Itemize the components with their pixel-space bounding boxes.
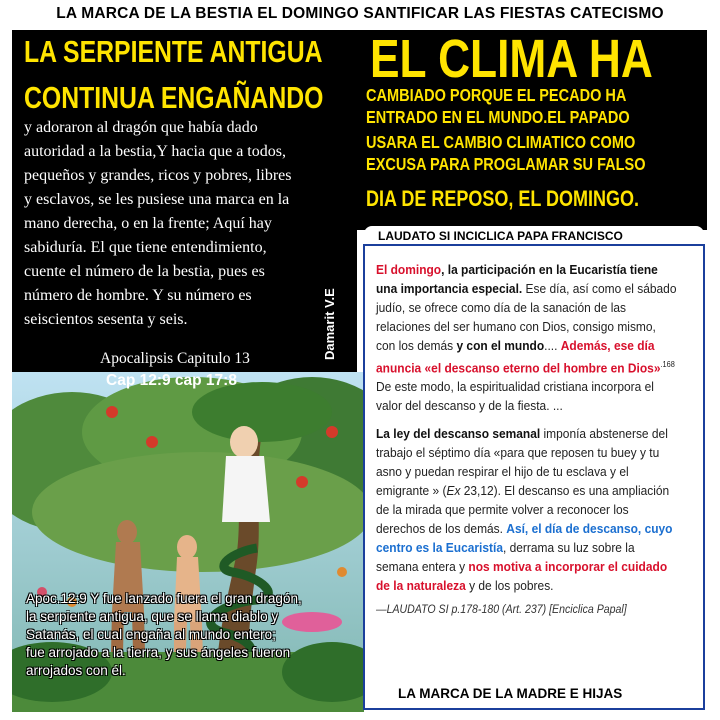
text-highlight: centro es la Eucaristía (376, 540, 503, 556)
text-span: La ley del descanso semanal (376, 426, 541, 442)
caption-line: fue arrojado a la tierra, y sus ángeles fueron (26, 645, 291, 660)
scripture-line: sabiduría. El que tiene entendimiento, (24, 239, 267, 256)
scripture-line: y adoraron al dragón que había dado (24, 119, 258, 136)
text-span: , la participación en la Eucaristía tiene (441, 262, 658, 277)
caption-line: Apoc.12:9 Y fue lanzado fuera el gran dragón, (26, 591, 302, 606)
scripture-line: mano derecha, o en la frente; Aquí hay (24, 215, 272, 232)
scripture-line: número de hombre. Y su número es (24, 287, 252, 304)
text-span: 23,12). El descanso es una ampliación (460, 483, 670, 499)
paragraph-sunday (376, 260, 680, 415)
text-highlight: Así, el día de descanso, cuyo (506, 521, 673, 537)
text-highlight: nos motiva a incorporar el cuidado (468, 559, 668, 575)
text-highlight: anuncia «el descanso eterno del hombre en Dios» (376, 360, 661, 376)
caption-line: arrojados con él. (26, 663, 126, 678)
encyclical-excerpt (376, 260, 706, 620)
text-line: trabajo el séptimo día «para que reposen tu buey y tu (376, 445, 660, 461)
text-span: Ese día, así como el sábado (522, 281, 677, 296)
text-line: relaciones del ser humano con Dios, consigo mismo, (376, 319, 656, 334)
text-span: imponía abstenerse del (540, 426, 668, 442)
footnote-marker: .168 (660, 360, 675, 369)
author-watermark: Damarit V.E (322, 288, 337, 360)
climate-line: USARA EL CAMBIO CLIMATICO COMO (366, 132, 636, 152)
text-span: y con el mundo (456, 338, 545, 353)
garden-caption (26, 590, 361, 680)
scripture-reference: Apocalipsis Capitulo 13 (100, 350, 250, 367)
climate-line: CAMBIADO PORQUE EL PECADO HA (366, 85, 627, 105)
text-span: semana entera y (376, 559, 469, 575)
text-span: .... (544, 338, 561, 353)
text-span: , derrama su luz sobre la (502, 540, 635, 556)
scripture-line: autoridad a la bestia,Y hacia que a todos, (24, 143, 286, 160)
climate-last-line: DIA DE REPOSO, EL DOMINGO. (366, 186, 640, 211)
climate-line: ENTRADO EN EL MUNDO.EL PAPADO (366, 107, 630, 127)
text-line: judío, se ofrece como día de la sanación de las (376, 300, 626, 315)
text-span: con los demás (376, 338, 457, 353)
text-span: y de los pobres. (465, 578, 554, 594)
text-line: valor del descanso y de la fiesta. ... (376, 398, 563, 414)
text-span: Ex (446, 483, 461, 499)
text-span: derechos de los demás. (376, 521, 507, 537)
encyclical-label-text: LAUDATO SI INCICLICA PAPA FRANCISCO (378, 229, 623, 243)
footer-caption: LA MARCA DE LA MADRE E HIJAS (398, 686, 623, 701)
climate-line: EXCUSA PARA PROGLAMAR SU FALSO (366, 154, 646, 174)
paragraph-rest-law (376, 424, 680, 620)
text-line: de la mirada que permite volver a reconocer los (376, 502, 629, 518)
caption-line: Satanás, el cual engaña al mundo entero; (26, 627, 276, 642)
citation: —LAUDATO SI p.178-180 (Art. 237) [Enciclica Papal] (376, 604, 627, 617)
scripture-text (24, 116, 354, 332)
serpent-title-line1: LA SERPIENTE ANTIGUA (24, 34, 323, 69)
scripture-line: y esclavos, se les pusiese una marca en la (24, 191, 290, 208)
text-span: una importancia especial. (376, 281, 523, 296)
scripture-line: seiscientos sesenta y seis. (24, 311, 188, 328)
text-line: De este modo, la espiritualidad cristiana incorpora el (376, 379, 654, 395)
text-highlight: El domingo (376, 262, 442, 277)
chapter-reference: Cap 12:9 cap 17:8 (106, 372, 237, 389)
text-line: asno y puedan respirar el hijo de tu esclava y el (376, 464, 629, 480)
serpent-title-line2: CONTINUA ENGAÑANDO (24, 80, 324, 115)
text-span: emigrante » ( (376, 483, 447, 499)
scripture-line: pequeños y grandes, ricos y pobres, libres (24, 167, 292, 184)
caption-line: la serpiente antigua, que se llama diablo y (26, 609, 279, 624)
text-highlight: de la naturaleza (376, 578, 466, 594)
climate-text (366, 84, 706, 175)
header-title: LA MARCA DE LA BESTIA EL DOMINGO SANTIFICAR LAS FIESTAS CATECISMO (56, 5, 664, 22)
scripture-line: cuente el número de la bestia, pues es (24, 263, 265, 280)
climate-title: EL CLIMA HA (370, 29, 653, 89)
text-highlight: Además, ese día (560, 338, 655, 353)
